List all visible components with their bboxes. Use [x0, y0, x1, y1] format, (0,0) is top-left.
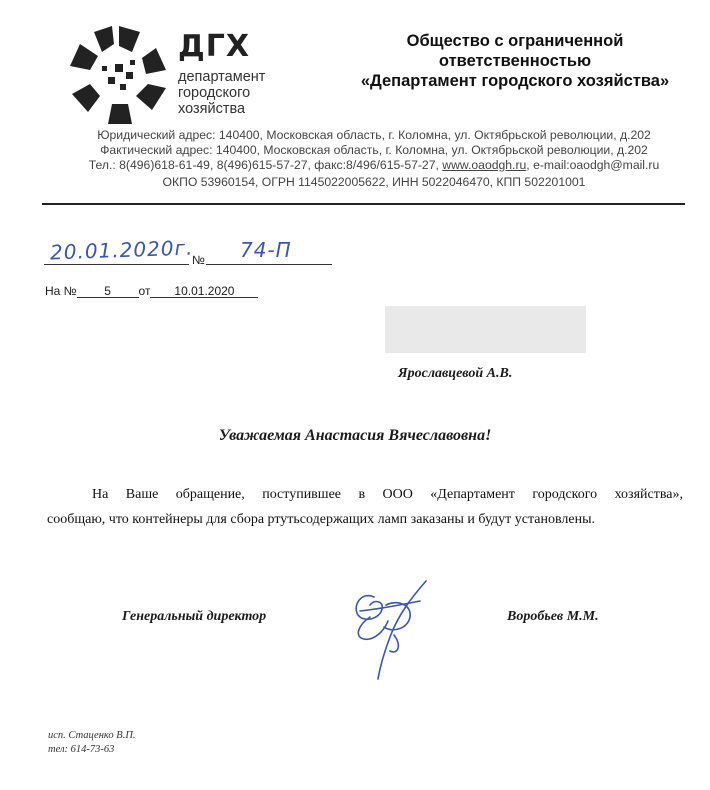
email-text: e-mail:oaodgh@mail.ru — [533, 158, 660, 172]
company-name-line: Общество с ограниченной — [406, 32, 624, 50]
logo-abbreviation: ДГХ — [178, 29, 250, 64]
reply-from-label: от — [138, 284, 151, 298]
signer-name: Воробьев М.М. — [507, 609, 599, 624]
outgoing-number-handwritten: 74-П — [240, 238, 292, 262]
number-underline — [206, 264, 332, 265]
contacts-line: Тел.: 8(496)618-61-49, 8(496)615-57-27, факс:8/496/615-57-27, www.oaodgh.ru, e-mail:oaodgh@mail.ru — [88, 158, 660, 172]
registry-codes: ОКПО 53960154, ОГРН 1145022005622, ИНН 5022046470, КПП 502201001 — [162, 175, 586, 189]
outgoing-date-handwritten: 20.01.2020г. — [49, 235, 194, 265]
signature-icon — [340, 575, 440, 685]
logo-text-line: городского — [178, 85, 251, 101]
salutation: Уважаемая Анастасия Вячеславовна! — [218, 427, 492, 444]
body-text-line: сообщаю, что контейнеры для сбора ртутьсодержащих ламп заказаны и будут установлены. — [47, 512, 596, 527]
logo-text-line: хозяйства — [178, 101, 246, 117]
addressee-name: Ярославцевой А.В. — [398, 366, 513, 381]
company-logo-icon — [66, 22, 172, 128]
executor-name: исп. Стаценко В.П. — [48, 730, 136, 741]
reply-reference — [45, 285, 258, 298]
company-name-line: «Департамент городского хозяйства» — [360, 72, 670, 90]
executor-phone: тел: 614-73-63 — [48, 744, 115, 755]
reply-prefix: На № — [45, 284, 77, 298]
phone-fax: Тел.: 8(496)618-61-49, 8(496)615-57-27, факс:8/496/615-57-27, — [88, 158, 439, 172]
company-name-line: ответственностью — [438, 52, 592, 70]
reply-number: 5 — [77, 285, 139, 298]
signer-title: Генеральный директор — [122, 609, 267, 624]
website-link[interactable]: www.oaodgh.ru — [442, 158, 527, 172]
redacted-area — [385, 306, 586, 353]
header-divider — [42, 203, 685, 205]
date-underline — [44, 264, 189, 265]
actual-address: Фактический адрес: 140400, Московская область, г. Коломна, ул. Октябрьской революции, д.202 — [100, 143, 648, 157]
body-text-line: На Ваше обращение, поступившее в ООО «Департамент городского хозяйства», — [92, 487, 683, 502]
number-sign: № — [192, 253, 205, 267]
legal-address: Юридический адрес: 140400, Московская область, г. Коломна, ул. Октябрьской революции, д.202 — [97, 128, 651, 142]
logo-text-line: департамент — [178, 69, 266, 85]
reply-date: 10.01.2020 — [150, 285, 258, 298]
